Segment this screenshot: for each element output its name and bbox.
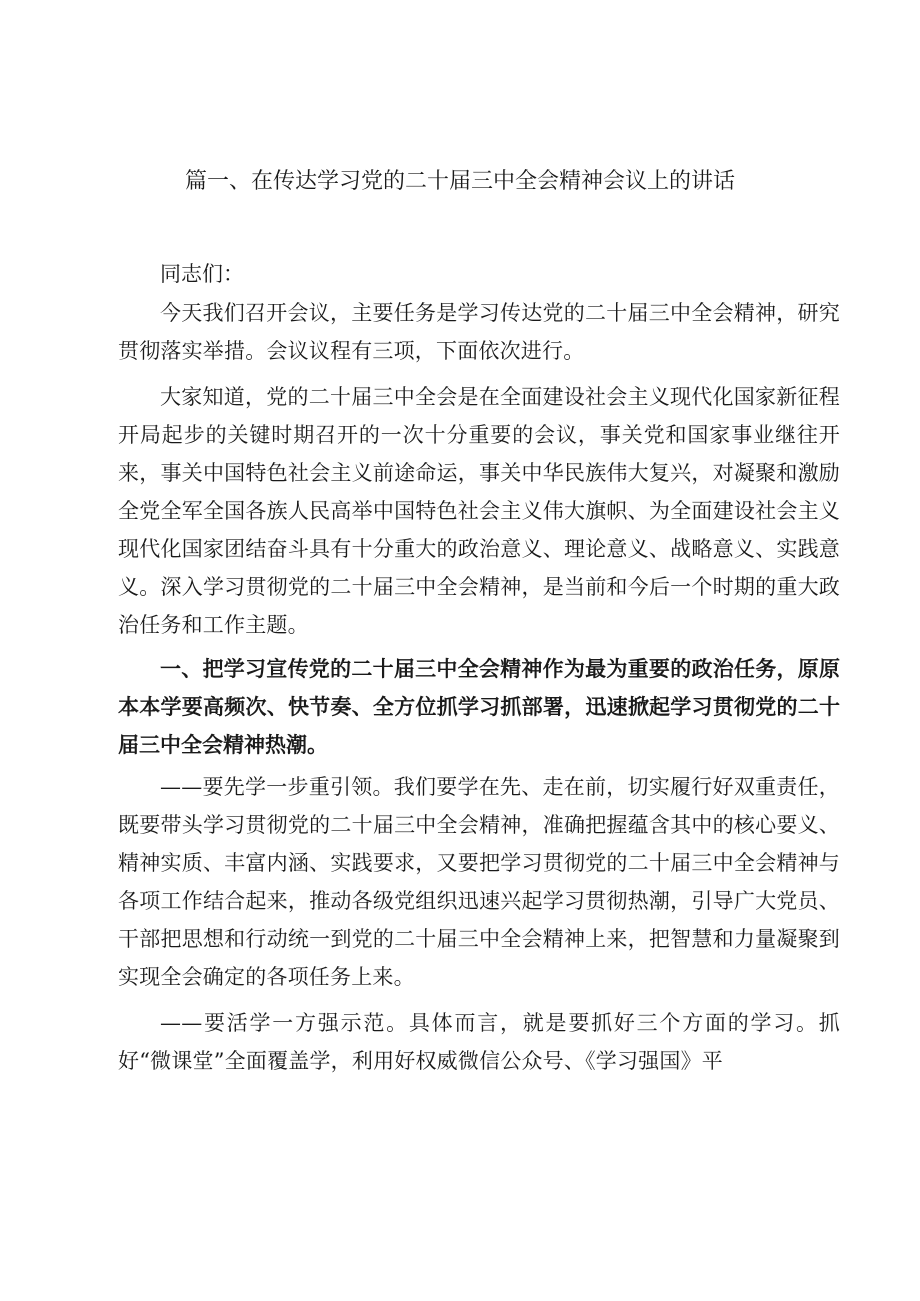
paragraph-active-study: ——要活学一方强示范。具体而言，就是要抓好三个方面的学习。抓好“微课堂”全面覆盖学，利用好权威微信公众号、《学习强国》平 (118, 1011, 840, 1073)
salutation: 同志们： (160, 262, 244, 286)
paragraph-background: 大家知道，党的二十届三中全会是在全面建设社会主义现代化国家新征程开局起步的关键时期召开的一次十分重要的会议，事关党和国家事业继往开来，事关中国特色社会主义前途命运，事关中华民族伟大复兴，对凝聚和激励全党全军全国各族人民高举中国特色社会主义伟大旗帜、为全面建设社会主义现代化国家团结奋斗具有十分重大的政治意义、理论意义、战略意义、实践意义。深入学习贯彻党的二十届三中全会精神，是当前和今后一个时期的重大政治任务和工作主题。 (118, 385, 840, 637)
paragraph-lead-study: ——要先学一步重引领。我们要学在先、走在前，切实履行好双重责任，既要带头学习贯彻党的二十届三中全会精神，准确把握蕴含其中的核心要义、精神实质、丰富内涵、实践要求，又要把学习贯彻党的二十届三中全会精神与各项工作结合起来，推动各级党组织迅速兴起学习贯彻热潮，引导广大党员、干部把思想和行动统一到党的二十届三中全会精神上来，把智慧和力量凝聚到实现全会确定的各项任务上来。 (118, 775, 840, 989)
document-title: 篇一、在传达学习党的二十届三中全会精神会议上的讲话 (184, 169, 735, 194)
document-body (118, 258, 840, 1080)
paragraph-intro: 今天我们召开会议，主要任务是学习传达党的二十届三中全会精神，研究贯彻落实举措。会议议程有三项，下面依次进行。 (118, 301, 840, 363)
section-heading-one: 一、把学习宣传党的二十届三中全会精神作为最为重要的政治任务，原原本本学要高频次、快节奏、全方位抓学习抓部署，迅速掀起学习贯彻党的二十届三中全会精神热潮。 (118, 657, 840, 757)
